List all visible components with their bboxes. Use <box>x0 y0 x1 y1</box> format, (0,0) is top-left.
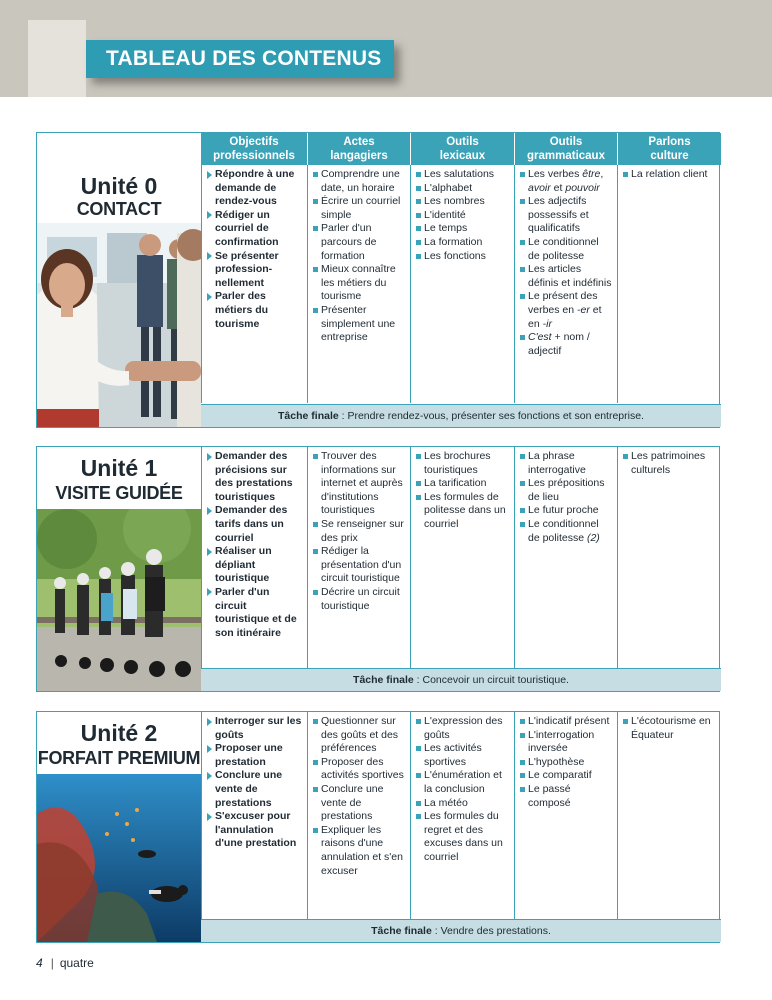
unit-0-number: Unité 0 <box>80 173 158 199</box>
col-header-actes-line1: Actes <box>343 136 375 148</box>
list-item: Demander des précisions sur des prestations touristiques <box>207 450 303 504</box>
list-item: Le passé composé <box>520 783 613 810</box>
list-item: La relation client <box>623 168 717 182</box>
list-item: Les fonctions <box>416 250 510 264</box>
final-task-text: : Vendre des prestations. <box>431 925 551 937</box>
list-item: Les brochures touristiques <box>416 450 510 477</box>
unit-1-left-panel <box>37 447 201 691</box>
final-task-label: Tâche finale <box>371 925 432 937</box>
g-text: Le conditionnel de politesse <box>528 517 599 544</box>
col-header-grammaticaux-line2: grammaticaux <box>527 150 605 162</box>
list-item: L'identité <box>416 209 510 223</box>
col-header-lexicaux <box>410 133 514 165</box>
list-item: Les patrimoines culturels <box>623 450 717 477</box>
unit-2-culture <box>617 712 721 920</box>
list-item: Rédiger la présentation d'un circuit touristique <box>313 545 406 586</box>
final-task-label: Tâche finale <box>278 410 339 422</box>
list-item <box>520 290 613 331</box>
list-item: Les nombres <box>416 195 510 209</box>
list-item: Demander des tarifs dans un courriel <box>207 504 303 545</box>
list-item: L'hypothèse <box>520 756 613 770</box>
g-text: Les verbes <box>528 168 583 180</box>
list-item: Parler des métiers du tourisme <box>207 290 303 331</box>
final-task-text: : Concevoir un circuit touristique. <box>413 674 569 686</box>
list-item: Les adjectifs possessifs et qualificatifs <box>520 195 613 236</box>
unit-1-actes <box>307 447 410 669</box>
final-task-label: Tâche finale <box>353 674 414 686</box>
unit-0-lexicaux <box>410 165 514 403</box>
col-header-objectifs-line1: Objectifs <box>229 136 279 148</box>
unit-2-photo <box>37 774 201 942</box>
list-item: Les articles définis et indéfinis <box>520 263 613 290</box>
list-item: S'excuser pour l'annulation d'une prestation <box>207 810 303 851</box>
list-item <box>520 168 613 195</box>
list-item: Proposer des activités sportives <box>313 756 406 783</box>
unit-2-final-task <box>201 919 721 942</box>
unit-0-objectifs <box>201 165 307 403</box>
unit-0-section <box>36 132 720 428</box>
unit-1-name: VISITE GUIDÉE <box>55 483 183 503</box>
unit-2-actes <box>307 712 410 920</box>
list-item: L'interrogation inversée <box>520 729 613 756</box>
col-header-actes-line2: langagiers <box>330 150 388 162</box>
list-item: Conclure une vente de prestations <box>207 769 303 810</box>
unit-1-grammaticaux <box>514 447 617 669</box>
col-header-objectifs-line2: professionnels <box>213 150 295 162</box>
unit-0-name: CONTACT <box>76 199 162 219</box>
list-item <box>520 331 613 358</box>
unit-2-grammaticaux <box>514 712 617 920</box>
unit-2-name: FORFAIT PREMIUM <box>37 748 201 768</box>
title-banner <box>86 40 394 78</box>
col-header-objectifs <box>201 133 307 165</box>
g-text: et <box>550 181 566 194</box>
list-item: La formation <box>416 236 510 250</box>
list-item: L'expression des goûts <box>416 715 510 742</box>
list-item: Parler d'un parcours de formation <box>313 222 406 263</box>
list-item: L'écotourisme en Équateur <box>623 715 717 742</box>
list-item: Conclure une vente de prestations <box>313 783 406 824</box>
unit-1-number: Unité 1 <box>80 455 158 481</box>
list-item: Les salutations <box>416 168 510 182</box>
unit-2-number: Unité 2 <box>80 720 158 746</box>
list-item: Réaliser un dépliant touristique <box>207 545 303 586</box>
list-item: Rédiger un courriel de confirmation <box>207 209 303 250</box>
col-header-culture <box>617 133 721 165</box>
list-item: Répondre à une demande de rendez-vous <box>207 168 303 209</box>
list-item: Le temps <box>416 222 510 236</box>
unit-1-culture <box>617 447 721 669</box>
list-item: L'alphabet <box>416 182 510 196</box>
unit-2-lexicaux <box>410 712 514 920</box>
page-number: 4 <box>36 956 43 970</box>
col-header-grammaticaux-line1: Outils <box>549 136 583 148</box>
list-item: La tarification <box>416 477 510 491</box>
list-item: Questionner sur des goûts et des préférences <box>313 715 406 756</box>
list-item: L'énumération et la conclusion <box>416 769 510 796</box>
list-item: Interroger sur les goûts <box>207 715 303 742</box>
g-italic: C'est <box>528 331 552 344</box>
col-header-actes <box>307 133 410 165</box>
unit-0-grammaticaux <box>514 165 617 403</box>
g-italic: -er <box>577 303 590 316</box>
unit-1-final-task <box>201 668 721 691</box>
unit-0-left-panel <box>37 133 201 427</box>
g-text: , <box>600 168 604 180</box>
list-item: L'indicatif présent <box>520 715 613 729</box>
unit-2-objectifs <box>201 712 307 920</box>
g-italic: -ir <box>542 317 552 330</box>
unit-1-objectifs <box>201 447 307 669</box>
unit-0-actes <box>307 165 410 403</box>
unit-0-culture <box>617 165 721 403</box>
list-item: Trouver des informations sur internet et auprès d'institutions touristiques <box>313 450 406 518</box>
list-item: Mieux connaître les métiers du tourisme <box>313 263 406 304</box>
unit-0-final-task <box>201 404 721 427</box>
list-item: Comprendre une date, un horaire <box>313 168 406 195</box>
list-item: Proposer une prestation <box>207 742 303 769</box>
g-text: + nom / adjectif <box>528 331 590 357</box>
col-header-culture-line1: Parlons <box>648 136 691 148</box>
unit-0-header-row <box>201 133 721 165</box>
col-header-lexicaux-line1: Outils <box>446 136 479 148</box>
list-item: Les formules de politesse dans un courriel <box>416 491 510 532</box>
col-header-lexicaux-line2: lexicaux <box>439 150 486 162</box>
g-italic: être <box>582 168 601 180</box>
page-word: quatre <box>59 956 94 970</box>
g-italic: avoir <box>528 181 551 194</box>
list-item: Les formules du regret et des excuses dans un courriel <box>416 810 510 864</box>
unit-1-photo <box>37 509 201 691</box>
g-text: et en <box>528 303 602 330</box>
list-item: Écrire un courriel simple <box>313 195 406 222</box>
g-italic: (2) <box>586 531 600 544</box>
page-footer <box>36 956 94 970</box>
unit-1-lexicaux <box>410 447 514 669</box>
list-item <box>520 518 613 545</box>
col-header-grammaticaux <box>514 133 617 165</box>
g-italic: pouvoir <box>565 181 600 194</box>
list-item: La phrase interrogative <box>520 450 613 477</box>
page-title: TABLEAU DES CONTENUS <box>106 47 382 70</box>
unit-0-photo <box>37 223 201 427</box>
g-text: Le présent des verbes en <box>528 290 598 316</box>
unit-1-section <box>36 446 720 692</box>
list-item: Décrire un circuit touristique <box>313 586 406 613</box>
list-item: Le comparatif <box>520 769 613 783</box>
final-task-text: : Prendre rendez-vous, présenter ses fonctions et son entreprise. <box>338 410 644 422</box>
list-item: Les activités sportives <box>416 742 510 769</box>
unit-2-section <box>36 711 720 943</box>
list-item: Se présenter profession-nellement <box>207 250 303 291</box>
list-item: Le futur proche <box>520 504 613 518</box>
footer-separator: | <box>50 956 54 970</box>
list-item: Expliquer les raisons d'une annulation et s'en excuser <box>313 824 406 878</box>
list-item: Les prépositions de lieu <box>520 477 613 504</box>
unit-2-left-panel <box>37 712 201 942</box>
col-header-culture-line2: culture <box>650 150 689 162</box>
list-item: La météo <box>416 797 510 811</box>
list-item: Le conditionnel de politesse <box>520 236 613 263</box>
header-decor-block <box>28 20 86 97</box>
list-item: Se renseigner sur des prix <box>313 518 406 545</box>
list-item: Présenter simplement une entreprise <box>313 304 406 345</box>
list-item: Parler d'un circuit touristique et de son itinéraire <box>207 586 303 640</box>
